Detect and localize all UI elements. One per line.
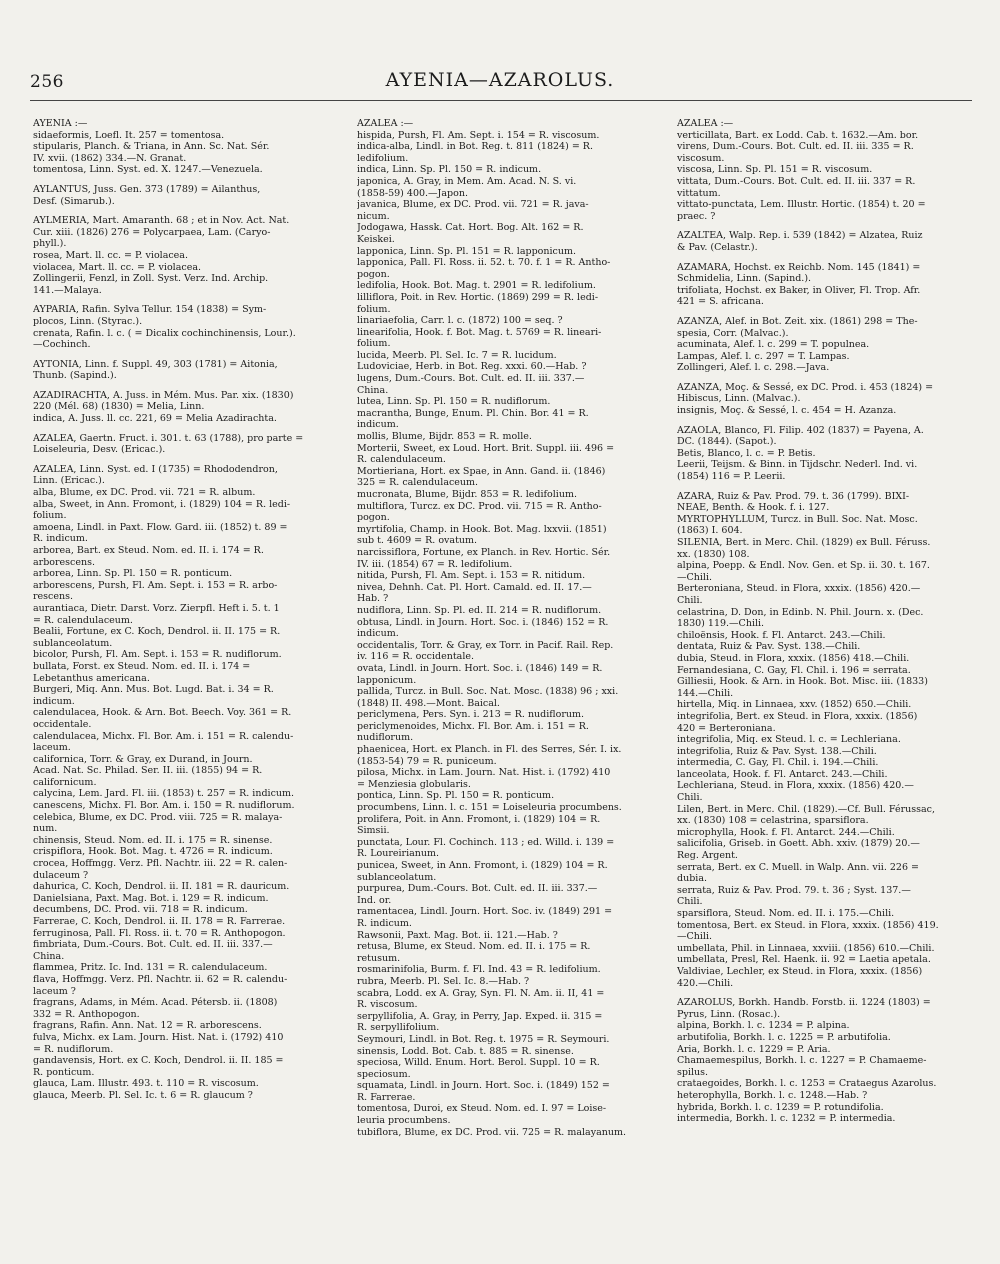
entry-line: sidaeformis, Loefl. It. 257 = tomentosa.	[33, 129, 225, 141]
entry-line: umbellata, Phil. in Linnaea, xxviii. (1856) 610.—Chili.	[677, 942, 935, 954]
entry-line: Seymouri, Lindl. in Bot. Reg. t. 1975 = R. Seymouri.	[357, 1033, 610, 1045]
entry-line: iv. 116 = R. occidentale.	[357, 651, 475, 663]
entry-line: AZAOLA, Blanco, Fl. Filip. 402 (1837) = Payena, A.	[677, 424, 924, 436]
entry-line: Linn. (Ericac.).	[33, 475, 105, 487]
entry-line: crispiflora, Hook. Bot. Mag. t. 4726 = R. indicum.	[33, 846, 273, 858]
entry-line: China.	[357, 384, 389, 396]
header-rule	[30, 100, 972, 101]
entry-line: 420.—Chili.	[677, 977, 734, 989]
entry-gap	[33, 296, 341, 304]
running-head: AYENIA—AZAROLUS.	[385, 69, 615, 91]
entry-line: sublanceolatum.	[33, 637, 113, 649]
entry-line: NEAE, Benth. & Hook. f. i. 127.	[677, 502, 830, 514]
entry-line: dentata, Ruiz & Pav. Syst. 138.—Chili.	[677, 641, 861, 653]
entry-line: ramentacea, Lindl. Journ. Hort. Soc. iv. (1849) 291 =	[357, 906, 613, 918]
entry-line: linearifolia, Hook. f. Bot. Mag. t. 5769 = R. lineari-	[357, 326, 602, 338]
entry-line: heterophylla, Borkh. l. c. 1248.—Hab. ?	[677, 1089, 868, 1101]
entry-gap	[33, 425, 341, 433]
entry-line: Lilen, Bert. in Merc. Chil. (1829).—Cf. Bull. Férussac,	[677, 803, 936, 815]
entry-line: periclymena, Pers. Syn. i. 213 = R. nudiflorum.	[357, 709, 585, 721]
entry-line: AYPARIA, Rafin. Sylva Tellur. 154 (1838) = Sym-	[33, 304, 267, 316]
entry-line: scabra, Lodd. ex A. Gray, Syn. Fl. N. Am. ii. II, 41 =	[357, 987, 605, 999]
entry-gap	[677, 254, 981, 262]
entry-line: calendulacea, Hook. & Arn. Bot. Beech. Voy. 361 = R.	[33, 707, 292, 719]
entry-line: Desf. (Simarub.).	[33, 195, 115, 207]
entry-line: californicum.	[33, 776, 97, 788]
entry-line: arborea, Linn. Sp. Pl. 150 = R. ponticum.	[33, 568, 233, 580]
entry-line: AZAMARA, Hochst. ex Reichb. Nom. 145 (1841) =	[677, 261, 921, 273]
entry-line: indicum.	[33, 695, 75, 707]
entry-line: calendulacea, Michx. Fl. Bor. Am. i. 151 = R. calendu-	[33, 730, 294, 742]
entry-line: 141.—Malaya.	[33, 284, 102, 296]
entry-line: nitida, Pursh, Fl. Am. Sept. i. 153 = R. nitidum.	[357, 570, 586, 582]
entry-gap	[677, 417, 981, 425]
text-column-middle	[357, 118, 660, 1246]
entry-line: AZALEA, Gaertn. Fruct. i. 301. t. 63 (1788), pro parte =	[33, 432, 304, 444]
entry-line: crenata, Rafin. l. c. ( = Dicalix cochinchinensis, Lour.).	[33, 327, 296, 339]
entry-line: R. indicum.	[33, 533, 88, 545]
entry-line: Ind. or.	[357, 894, 392, 906]
entry-line: rubra, Meerb. Pl. Sel. Ic. 8.—Hab. ?	[357, 975, 530, 987]
entry-line: japonica, A. Gray, in Mem. Am. Acad. N. S. vi.	[357, 175, 577, 187]
entry-line: AZARA, Ruiz & Pav. Prod. 79. t. 36 (1799). BIXI-	[677, 490, 910, 502]
entry-line: occidentalis, Torr. & Gray, ex Torr. in Pacif. Rail. Rep.	[357, 639, 614, 651]
entry-line: macrantha, Bunge, Enum. Pl. Chin. Bor. 41 = R.	[357, 407, 589, 419]
entry-line: & Pav. (Celastr.).	[677, 241, 758, 253]
entry-line: retusum.	[357, 952, 401, 964]
entry-line: Hibiscus, Linn. (Malvac.).	[677, 393, 801, 405]
entry-line: integrifolia, Ruiz & Pav. Syst. 138.—Chili.	[677, 745, 877, 757]
entry-line: procumbens, Linn. l. c. 151 = Loiseleuria procumbens.	[357, 802, 622, 814]
entry-line: fulva, Michx. ex Lam. Journ. Hist. Nat. i. (1792) 410	[33, 1031, 284, 1043]
entry-line: flammea, Pritz. Ic. Ind. 131 = R. calendulaceum.	[33, 962, 268, 974]
entry-line: Reg. Argent.	[677, 850, 738, 862]
entry-line: pogon.	[357, 268, 390, 280]
entry-line: sparsiflora, Steud. Nom. ed. II. i. 175.—Chili.	[677, 908, 895, 919]
entry-line: SILENIA, Bert. in Merc. Chil. (1829) ex Bull. Féruss.	[677, 537, 931, 548]
entry-line: leuria procumbens.	[357, 1115, 451, 1127]
entry-line: lapponicum.	[357, 674, 417, 686]
entry-line: calycina, Lem. Jard. Fl. iii. (1853) t. 257 = R. indicum.	[33, 788, 295, 800]
entry-line: violacea, Mart. ll. cc. = P. violacea.	[33, 261, 201, 273]
entry-line: R. serpyllifolium.	[357, 1022, 440, 1034]
entry-line: californica, Torr. & Gray, ex Durand, in Journ.	[33, 753, 253, 765]
entry-line: AZALEA, Linn. Syst. ed. I (1735) = Rhododendron,	[33, 463, 278, 475]
entry-line: dubia.	[677, 873, 708, 885]
entry-line: Leerii, Teijsm. & Binn. in Tijdschr. Nederl. Ind. vi.	[677, 459, 918, 471]
entry-line: AZADIRACHTA, A. Juss. in Mém. Mus. Par. xix. (1830)	[33, 389, 294, 401]
entry-line: dubia, Steud. in Flora, xxxix. (1856) 418.—Chili.	[677, 652, 910, 664]
entry-line: num.	[33, 823, 58, 835]
entry-line: AZALTEA, Walp. Rep. i. 539 (1842) = Alzatea, Ruiz	[677, 230, 923, 242]
entry-line: AZANZA, Alef. in Bot. Zeit. xix. (1861) 298 = The-	[677, 315, 918, 327]
entry-gap	[33, 351, 341, 359]
entry-line: Hab. ?	[357, 593, 389, 605]
entry-line: R. indicum.	[357, 917, 412, 929]
entry-line: stipularis, Planch. & Triana, in Ann. Sc. Nat. Sér.	[33, 141, 270, 153]
entry-line: serrata, Ruiz & Pav. Prod. 79. t. 36 ; Syst. 137.—	[677, 884, 911, 896]
entry-line: fimbriata, Dum.-Cours. Bot. Cult. ed. II. iii. 337.—	[33, 939, 273, 951]
entry-line: IV. iii. (1854) 67 = R. ledifolium.	[357, 558, 513, 570]
entry-gap	[677, 308, 981, 316]
entry-line: praec. ?	[677, 210, 716, 222]
entry-line: R. Farrerae.	[357, 1091, 416, 1103]
entry-line: (1863) I. 604.	[677, 525, 743, 537]
entry-line: Aria, Borkh. l. c. 1229 = P. Aria.	[677, 1043, 831, 1055]
entry-line: vittata, Dum.-Cours. Bot. Cult. ed. II. iii. 337 = R.	[677, 175, 916, 187]
entry-line: Schmidelia, Linn. (Sapind.).	[677, 273, 812, 285]
entry-line: plocos, Linn. (Styrac.).	[33, 315, 143, 327]
entry-line: AYLMERIA, Mart. Amaranth. 68 ; et in Nov. Act. Nat.	[33, 215, 290, 227]
entry-line: crocea, Hoffmgg. Verz. Pfl. Nachtr. iii. 22 = R. calen-	[33, 858, 288, 870]
entry-line: intermedia, Borkh. l. c. 1232 = P. intermedia.	[677, 1113, 896, 1125]
entry-line: tubiflora, Blume, ex DC. Prod. vii. 725 = R. malayanum.	[357, 1126, 627, 1138]
entry-line: indica-alba, Lindl. in Bot. Reg. t. 811 (1824) = R.	[357, 141, 593, 153]
entry-line: hybrida, Borkh. l. c. 1239 = P. rotundifolia.	[677, 1101, 884, 1113]
entry-line: (1853-54) 79 = R. puniceum.	[357, 755, 497, 767]
entry-line: bullata, Forst. ex Steud. Nom. ed. II. i. 174 =	[33, 660, 251, 672]
entry-line: lucida, Meerb. Pl. Sel. Ic. 7 = R. lucidum.	[357, 349, 557, 361]
entry-line: alpina, Borkh. l. c. 1234 = P. alpina.	[677, 1020, 850, 1032]
entry-line: linariaefolia, Carr. l. c. (1872) 100 = seq. ?	[357, 315, 563, 327]
entry-line: lilliflora, Poit. in Rev. Hortic. (1869) 299 = R. ledi-	[357, 291, 599, 303]
entry-line: = R. nudiflorum.	[33, 1043, 114, 1055]
entry-line: folium.	[357, 303, 391, 315]
entry-line: chiloënsis, Hook. f. Fl. Antarct. 243.—Chili.	[677, 629, 886, 641]
entry-line: mucronata, Blume, Bijdr. 853 = R. ledifolium.	[357, 489, 577, 500]
entry-line: alba, Blume, ex DC. Prod. vii. 721 = R. album.	[33, 487, 256, 499]
entry-line: fragrans, Adams, in Mém. Acad. Pétersb. ii. (1808)	[33, 997, 278, 1009]
entry-line: pallida, Turcz. in Bull. Soc. Nat. Mosc. (1838) 96 ; xxi.	[357, 686, 619, 698]
entry-line: AZALEA :—	[677, 118, 734, 129]
entry-line: sublanceolatum.	[357, 871, 437, 883]
entry-line: aurantiaca, Dietr. Darst. Vorz. Zierpfl. Heft i. 5. t. 1	[33, 602, 280, 614]
entry-line: nicum.	[357, 210, 390, 222]
entry-line: prolifera, Poit. in Ann. Fromont, i. (1829) 104 = R.	[357, 813, 601, 825]
entry-line: canescens, Michx. Fl. Bor. Am. i. 150 = R. nudiflorum.	[33, 800, 295, 812]
entry-line: ferruginosa, Pall. Fl. Ross. ii. t. 70 = R. Anthopogon.	[33, 927, 286, 939]
entry-line: hirtella, Miq. in Linnaea, xxv. (1852) 650.—Chili.	[677, 699, 912, 711]
entry-line: arborescens, Pursh, Fl. Am. Sept. i. 153 = R. arbo-	[33, 579, 278, 591]
entry-line: narcissiflora, Fortune, ex Planch. in Rev. Hortic. Sér.	[357, 546, 611, 558]
entry-line: vittatum.	[677, 187, 721, 199]
entry-line: folium.	[33, 510, 67, 522]
entry-line: Danielsiana, Paxt. Mag. Bot. i. 129 = R. indicum.	[33, 892, 269, 904]
entry-gap	[33, 382, 341, 390]
entry-line: Mortieriana, Hort. ex Spae, in Ann. Gand. ii. (1846)	[357, 465, 606, 477]
entry-line: AZANZA, Moç. & Sessé, ex DC. Prod. i. 453 (1824) =	[677, 381, 934, 393]
entry-line: laceum.	[33, 742, 71, 754]
entry-line: Zollingeri, Alef. l. c. 298.—Java.	[677, 362, 830, 374]
entry-line: R. ponticum.	[33, 1066, 95, 1078]
entry-line: glauca, Meerb. Pl. Sel. Ic. t. 6 = R. glaucum ?	[33, 1089, 253, 1101]
entry-line: arbutifolia, Borkh. l. c. 1225 = P. arbutifolia.	[677, 1031, 891, 1043]
entry-line: IV. xvii. (1862) 334.—N. Granat.	[33, 152, 187, 164]
entry-line: = Menziesia globularis.	[357, 778, 471, 790]
entry-line: Lampas, Alef. l. c. 297 = T. Lampas.	[677, 350, 850, 362]
entry-line: folium.	[357, 338, 391, 350]
entry-line: 421 = S. africana.	[677, 296, 764, 308]
entry-gap	[33, 207, 341, 215]
entry-line: 144.—Chili.	[677, 687, 734, 699]
entry-line: Fernandesiana, C. Gay, Fl. Chil. i. 196 = serrata.	[677, 664, 911, 676]
entry-gap	[677, 222, 981, 230]
entry-line: Chili.	[677, 792, 703, 804]
entry-line: rosea, Mart. ll. cc. = P. violacea.	[33, 249, 188, 261]
entry-line: ovata, Lindl. in Journ. Hort. Soc. i. (1846) 149 = R.	[357, 662, 603, 674]
entry-line: (1848) II. 498.—Mont. Baical.	[357, 697, 500, 709]
entry-line: punicea, Sweet, in Ann. Fromont, i. (1829) 104 = R.	[357, 860, 608, 871]
entry-line: Keiskei.	[357, 233, 395, 245]
entry-line: retusa, Blume, ex Steud. Nom. ed. II. i. 175 = R.	[357, 941, 591, 953]
entry-gap	[33, 176, 341, 184]
entry-line: China.	[33, 950, 65, 962]
entry-line: nudiflorum.	[357, 732, 414, 744]
entry-line: Farrerae, C. Koch, Dendrol. ii. II. 178 = R. Farrerae.	[33, 916, 286, 927]
entry-line: rosmarinifolia, Burm. f. Fl. Ind. 43 = R. ledifolium.	[357, 964, 601, 976]
entry-line: pogon.	[357, 512, 390, 524]
entry-line: integrifolia, Miq. ex Steud. l. c. = Lechleriana.	[677, 734, 901, 746]
entry-line: virens, Dum.-Cours. Bot. Cult. ed. II. iii. 335 = R.	[677, 141, 914, 153]
entry-line: viscosa, Linn. Sp. Pl. 151 = R. viscosum.	[677, 164, 873, 176]
entry-line: serrata, Bert. ex C. Muell. in Walp. Ann. vii. 226 =	[677, 861, 919, 873]
entry-line: —Chili.	[677, 571, 713, 583]
entry-line: Zollingerii, Fenzl, in Zoll. Syst. Verz. Ind. Archip.	[33, 273, 269, 285]
entry-line: nudiflora, Linn. Sp. Pl. ed. II. 214 = R. nudiflorum.	[357, 604, 602, 616]
entry-line: Burgeri, Miq. Ann. Mus. Bot. Lugd. Bat. i. 34 = R.	[33, 684, 274, 696]
entry-line: AZAROLUS, Borkh. Handb. Forstb. ii. 1224 (1803) =	[677, 997, 931, 1009]
entry-line: AZALEA :—	[357, 118, 414, 129]
entry-line: decumbens, DC. Prod. vii. 718 = R. indicum.	[33, 904, 248, 916]
entry-line: celastrina, D. Don, in Edinb. N. Phil. Journ. x. (Dec.	[677, 606, 924, 618]
entry-line: hispida, Pursh, Fl. Am. Sept. i. 154 = R. viscosum.	[357, 129, 600, 141]
entry-line: Valdiviae, Lechler, ex Steud. in Flora, xxxix. (1856)	[677, 965, 923, 977]
entry-line: arborea, Bart. ex Steud. Nom. ed. II. i. 174 = R.	[33, 545, 264, 556]
entry-line: sub t. 4609 = R. ovatum.	[357, 535, 478, 547]
entry-line: Chamaemespilus, Borkh. l. c. 1227 = P. Chamaeme-	[677, 1055, 927, 1067]
entry-line: DC. (1844). (Sapot.).	[677, 436, 777, 448]
entry-gap	[677, 989, 981, 997]
entry-line: salicifolia, Griseb. in Goett. Abh. xxiv. (1879) 20.—	[677, 838, 920, 850]
entry-line: spilus.	[677, 1066, 709, 1078]
entry-line: Morterii, Sweet, ex Loud. Hort. Brit. Suppl. iii. 496 =	[357, 442, 615, 454]
entry-line: glauca, Lam. Illustr. 493. t. 110 = R. viscosum.	[33, 1078, 259, 1090]
entry-line: obtusa, Lindl. in Journ. Hort. Soc. i. (1846) 152 = R.	[357, 616, 609, 628]
entry-line: microphylla, Hook. f. Fl. Antarct. 244.—Chili.	[677, 826, 895, 838]
entry-line: javanica, Blume, ex DC. Prod. vii. 721 = R. java-	[357, 199, 589, 211]
entry-line: laceum ?	[33, 985, 76, 997]
entry-line: dulaceum ?	[33, 869, 89, 881]
entry-line: Gilliesii, Hook. & Arn. in Hook. Bot. Misc. iii. (1833)	[677, 676, 928, 688]
entry-line: 420 = Berteroniana.	[677, 722, 776, 734]
entry-line: R. viscosum.	[357, 999, 418, 1011]
entry-line: indicum.	[357, 419, 399, 431]
entry-line: intermedia, C. Gay, Fl. Chil. i. 194.—Chili.	[677, 757, 879, 769]
entry-line: tomentosa, Duroi, ex Steud. Nom. ed. I. 97 = Loise-	[357, 1103, 607, 1115]
entry-line: bicolor, Pursh, Fl. Am. Sept. i. 153 = R. nudiflorum.	[33, 649, 282, 661]
entry-line: chinensis, Steud. Nom. ed. II. i. 175 = R. sinense.	[33, 834, 273, 846]
entry-line: purpurea, Dum.-Cours. Bot. Cult. ed. II. iii. 337.—	[357, 883, 598, 895]
entry-line: speciosa, Willd. Enum. Hort. Berol. Suppl. 10 = R.	[357, 1057, 600, 1069]
entry-line: punctata, Lour. Fl. Cochinch. 113 ; ed. Willd. i. 139 =	[357, 836, 615, 848]
entry-line: Thunb. (Sapind.).	[33, 370, 117, 382]
entry-line: MYRTOPHYLLUM, Turcz. in Bull. Soc. Nat. Mosc.	[677, 513, 918, 525]
entry-line: Jodogawa, Hassk. Cat. Hort. Bog. Alt. 162 = R.	[357, 222, 584, 234]
entry-line: = R. calendulaceum.	[33, 614, 133, 626]
page-number: 256	[30, 72, 64, 92]
entry-line: amoena, Lindl. in Paxt. Flow. Gard. iii. (1852) t. 89 =	[33, 521, 288, 533]
entry-line: xx. (1830) 108.	[677, 548, 750, 560]
entry-line: Berteroniana, Steud. in Flora, xxxix. (1856) 420.—	[677, 583, 921, 595]
entry-line: alpina, Poepp. & Endl. Nov. Gen. et Sp. ii. 30. t. 167.	[677, 560, 930, 572]
entry-line: Rawsonii, Paxt. Mag. Bot. ii. 121.—Hab. ?	[357, 929, 558, 941]
entry-line: Pyrus, Linn. (Rosac.).	[677, 1008, 781, 1020]
entry-line: gandavensis, Hort. ex C. Koch, Dendrol. ii. II. 185 =	[33, 1055, 284, 1067]
entry-line: arborescens.	[33, 556, 96, 568]
entry-line: occidentale.	[33, 718, 92, 730]
entry-line: mollis, Blume, Bijdr. 853 = R. molle.	[357, 431, 532, 443]
entry-line: AYENIA :—	[33, 118, 88, 129]
entry-line: pontica, Linn. Sp. Pl. 150 = R. ponticum.	[357, 790, 555, 802]
entry-gap	[677, 483, 981, 491]
entry-line: lugens, Dum.-Cours. Bot. Cult. ed. II. iii. 337.—	[357, 373, 585, 385]
entry-line: acuminata, Alef. l. c. 299 = T. populnea.	[677, 339, 870, 351]
entry-line: Lebetanthus americana.	[33, 672, 150, 684]
entry-line: lapponica, Linn. Sp. Pl. 151 = R. lapponicum.	[357, 245, 577, 257]
entry-line: viscosum.	[677, 152, 725, 164]
entry-line: sinensis, Lodd. Bot. Cab. t. 885 = R. sinense.	[357, 1045, 574, 1057]
entry-line: xx. (1830) 108 = celastrina, sparsiflora.	[677, 815, 869, 827]
entry-line: Cur. xiii. (1826) 276 = Polycarpaea, Lam. (Caryo-	[33, 226, 271, 238]
entry-line: lapponica, Pall. Fl. Ross. ii. 52. t. 70. f. 1 = R. Antho-	[357, 257, 611, 269]
entry-line: multiflora, Turcz. ex DC. Prod. vii. 715 = R. Antho-	[357, 500, 602, 512]
entry-line: R. Loureirianum.	[357, 848, 440, 860]
entry-line: 1830) 119.—Chili.	[677, 618, 765, 630]
entry-line: dahurica, C. Koch, Dendrol. ii. II. 181 = R. dauricum.	[33, 881, 290, 893]
entry-line: indica, A. Juss. ll. cc. 221, 69 = Melia Azadirachta.	[33, 413, 277, 425]
entry-line: rescens.	[33, 591, 73, 603]
entry-line: tomentosa, Linn. Syst. ed. X. 1247.—Venezuela.	[33, 164, 263, 176]
entry-line: integrifolia, Bert. ex Steud. in Flora, xxxix. (1856)	[677, 710, 918, 722]
entry-line: (1854) 116 = P. Leerii.	[677, 471, 786, 483]
entry-line: pilosa, Michx. in Lam. Journ. Nat. Hist. i. (1792) 410	[357, 767, 611, 779]
entry-line: lanceolata, Hook. f. Fl. Antarct. 243.—Chili.	[677, 768, 888, 780]
entry-line: vittato-punctata, Lem. Illustr. Hortic. (1854) t. 20 =	[677, 199, 926, 211]
entry-line: Loiseleuria, Desv. (Ericac.).	[33, 444, 166, 456]
entry-line: crataegoides, Borkh. l. c. 1253 = Crataegus Azarolus.	[677, 1078, 937, 1090]
entry-line: tomentosa, Bert. ex Steud. in Flora, xxxix. (1856) 419.	[677, 919, 939, 931]
entry-line: spesia, Corr. (Malvac.).	[677, 327, 789, 339]
entry-line: (1858-59) 400.—Japon.	[357, 187, 468, 199]
entry-line: —Chili.	[677, 931, 713, 943]
text-column-left	[33, 118, 341, 1246]
entry-line: serpyllifolia, A. Gray, in Perry, Jap. Exped. ii. 315 =	[357, 1010, 603, 1022]
entry-line: lutea, Linn. Sp. Pl. 150 = R. nudiflorum.	[357, 396, 551, 408]
entry-line: speciosum.	[357, 1068, 411, 1080]
entry-line: Acad. Nat. Sc. Philad. Ser. II. iii. (1855) 94 = R.	[33, 765, 263, 777]
entry-line: alba, Sweet, in Ann. Fromont, i. (1829) 104 = R. ledi-	[33, 498, 291, 510]
entry-line: squamata, Lindl. in Journ. Hort. Soc. i. (1849) 152 =	[357, 1080, 610, 1092]
entry-line: Betis, Blanco, l. c. = P. Betis.	[677, 447, 816, 459]
entry-line: trifoliata, Hochst. ex Baker, in Oliver, Fl. Trop. Afr.	[677, 284, 921, 296]
entry-line: Bealii, Fortune, ex C. Koch, Dendrol. ii. II. 175 = R.	[33, 626, 281, 638]
entry-line: Lechleriana, Steud. in Flora, xxxix. (1856) 420.—	[677, 780, 914, 792]
entry-line: phyll.).	[33, 238, 67, 250]
entry-line: verticillata, Bart. ex Lodd. Cab. t. 1632.—Am. bor.	[677, 129, 919, 141]
entry-line: insignis, Moç. & Sessé, l. c. 454 = H. Azanza.	[677, 405, 897, 417]
entry-line: Chili.	[677, 594, 703, 606]
entry-line: myrtifolia, Champ. in Hook. Bot. Mag. lxxvii. (1851)	[357, 523, 607, 535]
entry-gap	[33, 456, 341, 464]
entry-line: indicum.	[357, 628, 399, 640]
entry-line: Simsii.	[357, 825, 390, 837]
entry-line: periclymenoides, Michx. Fl. Bor. Am. i. 151 = R.	[357, 720, 589, 732]
entry-line: Chili.	[677, 896, 703, 908]
entry-line: flava, Hoffmgg. Verz. Pfl. Nachtr. ii. 62 = R. calendu-	[33, 973, 288, 985]
entry-line: ledifolia, Hook. Bot. Mag. t. 2901 = R. ledifolium.	[357, 280, 596, 292]
entry-line: AYTONIA, Linn. f. Suppl. 49, 303 (1781) = Aitonia,	[33, 358, 278, 370]
entry-line: 332 = R. Anthopogon.	[33, 1008, 140, 1020]
entry-line: indica, Linn. Sp. Pl. 150 = R. indicum.	[357, 164, 542, 176]
entry-line: ledifolium.	[357, 152, 409, 164]
entry-line: 325 = R. calendulaceum.	[357, 477, 479, 489]
entry-line: celebica, Blume, ex DC. Prod. viii. 725 = R. malaya-	[33, 811, 283, 823]
entry-line: phaenicea, Hort. ex Planch. in Fl. des Serres, Sér. I. ix.	[357, 744, 622, 756]
text-column-right	[677, 118, 981, 1246]
entry-line: —Cochinch.	[33, 339, 91, 351]
entry-line: umbellata, Presl, Rel. Haenk. ii. 92 = Laetia apetala.	[677, 954, 931, 966]
entry-gap	[677, 374, 981, 382]
entry-line: fragrans, Rafin. Ann. Nat. 12 = R. arborescens.	[33, 1020, 262, 1032]
entry-line: R. calendulaceum.	[357, 454, 446, 466]
entry-line: Ludoviciae, Herb. in Bot. Reg. xxxi. 60.—Hab. ?	[357, 361, 587, 373]
entry-line: 220 (Mél. 68) (1830) = Melia, Linn.	[33, 401, 205, 413]
entry-line: AYLANTUS, Juss. Gen. 373 (1789) = Ailanthus,	[33, 183, 261, 195]
entry-line: nivea, Dehnh. Cat. Pl. Hort. Camald. ed. II. 17.—	[357, 581, 592, 593]
